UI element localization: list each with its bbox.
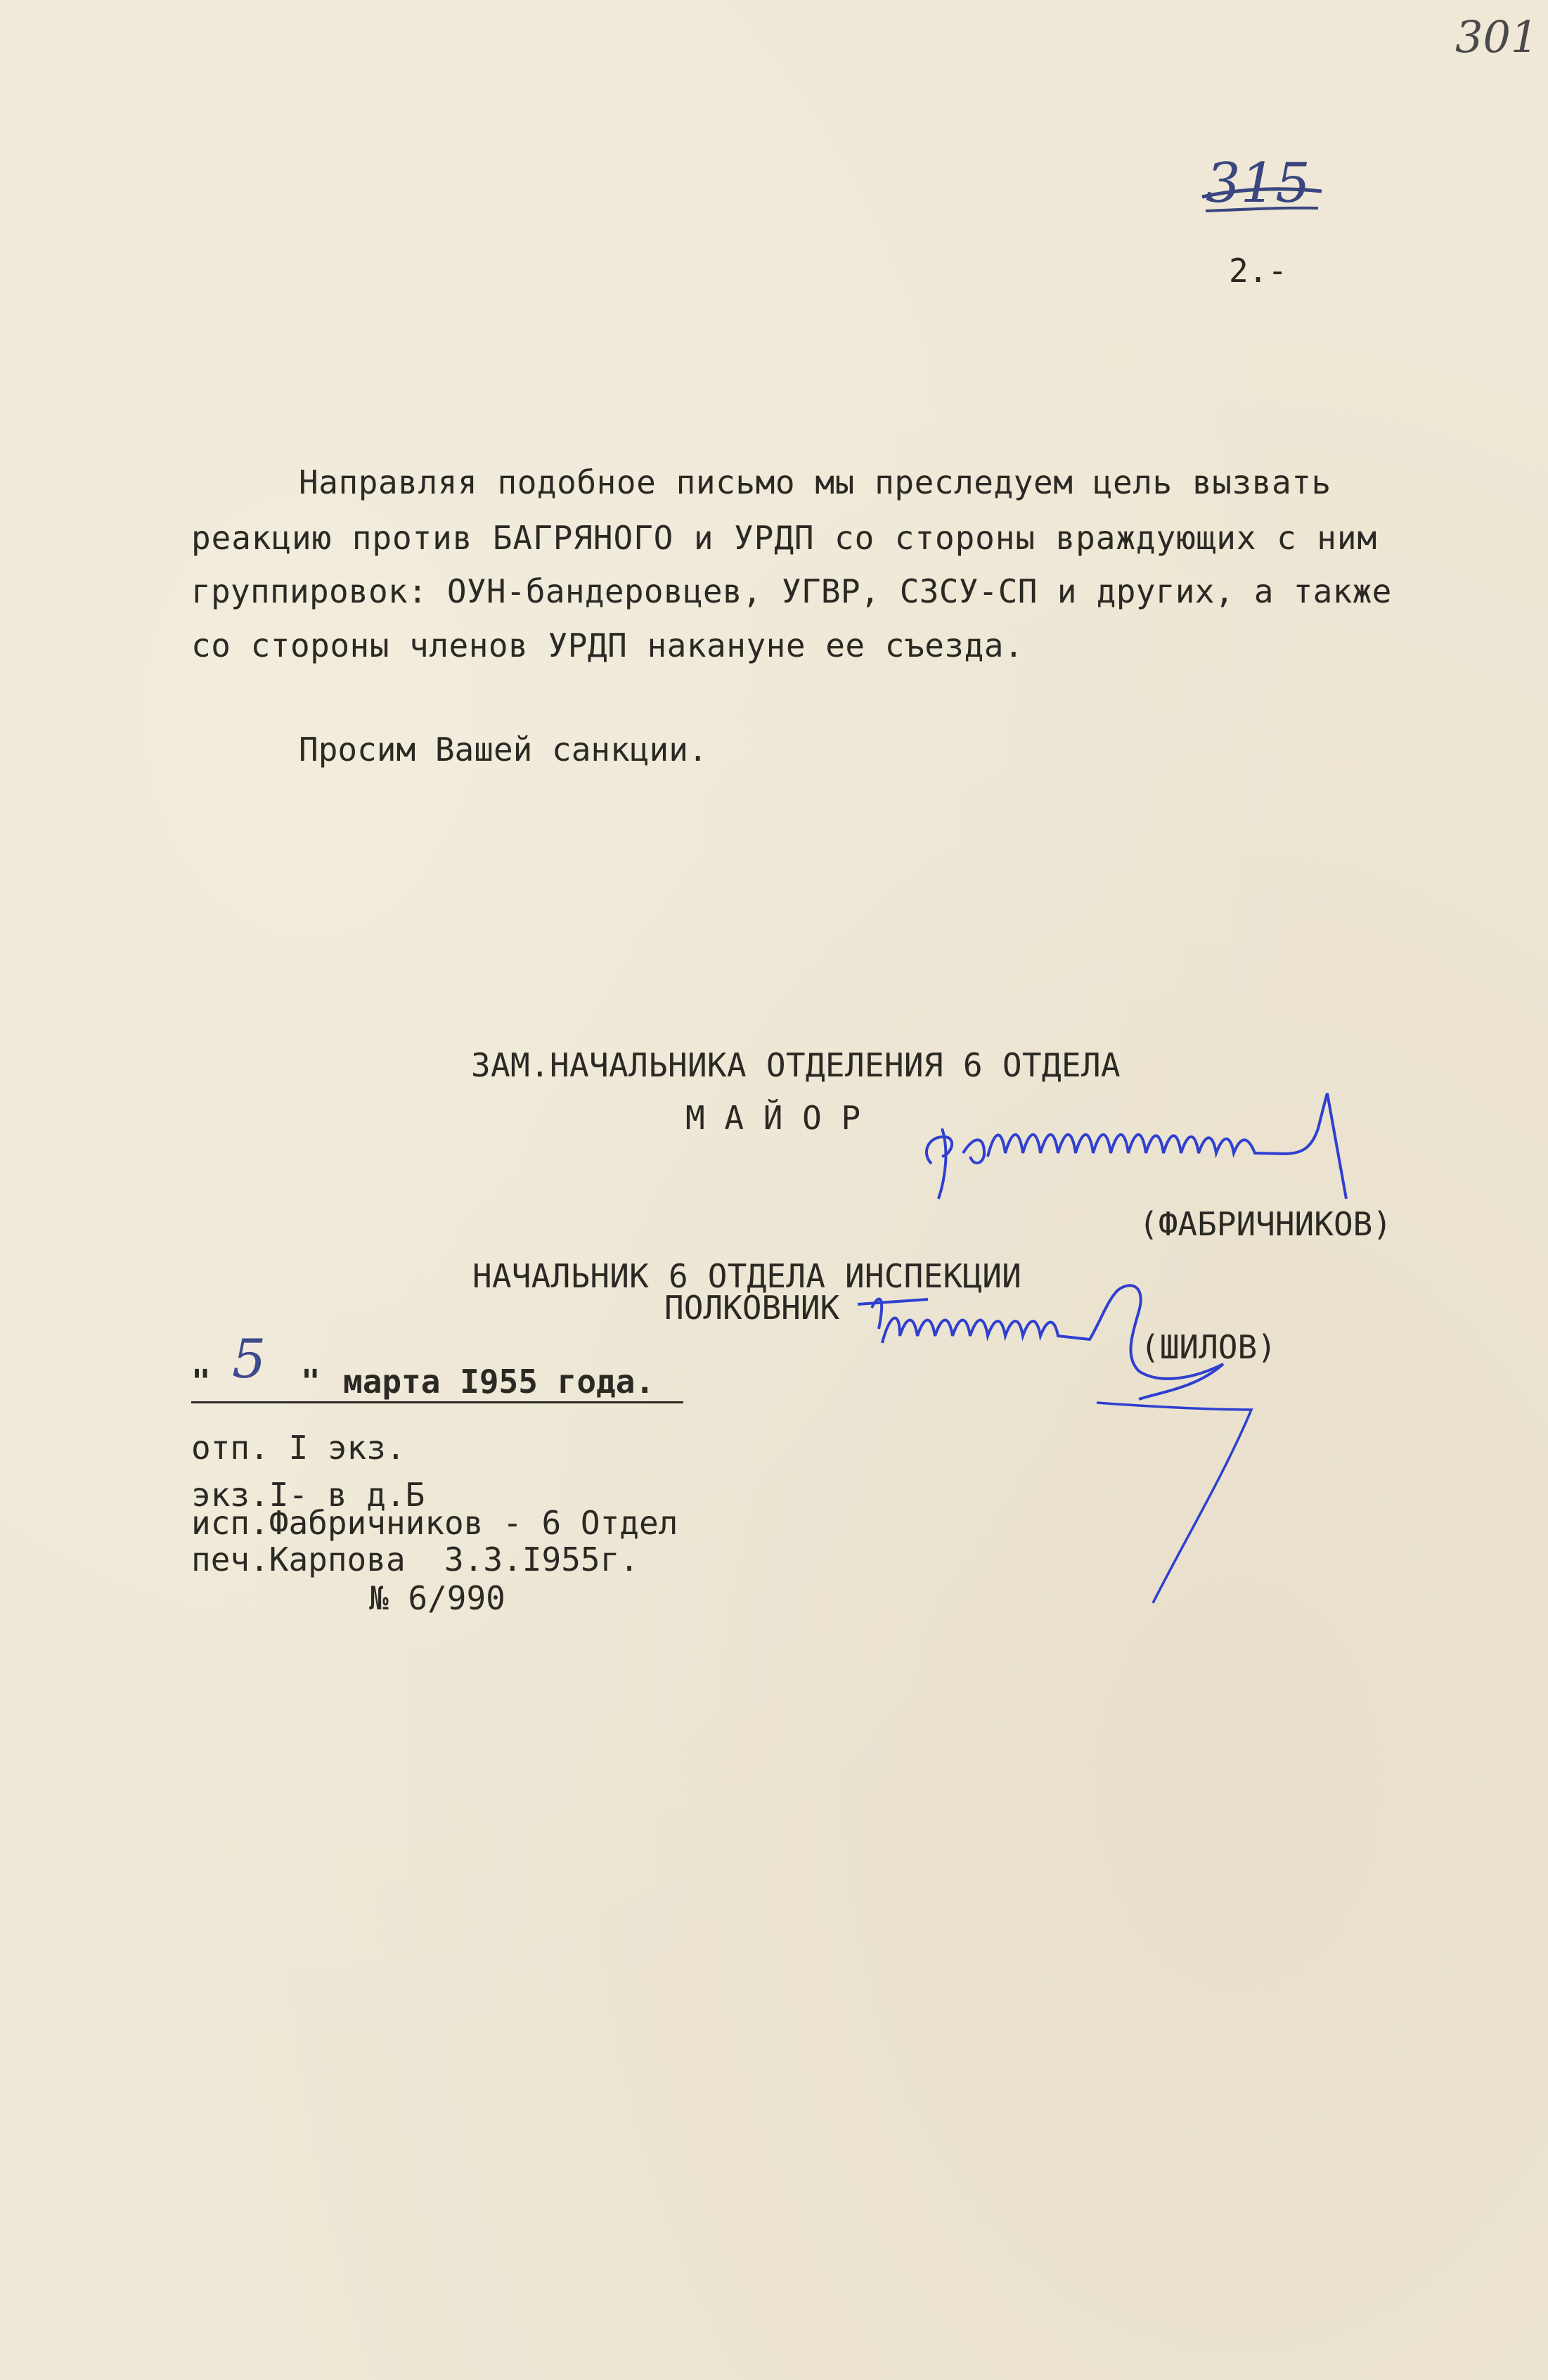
footer-typist: печ.Карпова 3.3.I955г. <box>191 1540 639 1578</box>
signatory1-name: (ФАБРИЧНИКОВ) <box>1139 1205 1393 1243</box>
folio-strike-line <box>1199 169 1325 218</box>
date-day-handwritten: 5 <box>232 1327 266 1390</box>
signature-shilov <box>830 1266 1322 1617</box>
signatory1-rank: М А Й О Р <box>685 1099 861 1137</box>
body-line-1: Направляя подобное письмо мы преследуем цель вызвать <box>299 463 1331 501</box>
footer-copy-dest: экз.I- в д.Б <box>191 1476 425 1514</box>
footer-copies: отп. I экз. <box>191 1429 406 1467</box>
date-text: марта I955 года. <box>343 1363 655 1401</box>
date-quote-open: " <box>191 1363 211 1401</box>
page-number: 2.- <box>1229 252 1288 290</box>
archive-folio-number: 301 <box>1455 11 1539 63</box>
signatory1-title: ЗАМ.НАЧАЛЬНИКА ОТДЕЛЕНИЯ 6 ОТДЕЛА <box>471 1046 1121 1084</box>
signatory2-name: (ШИЛОВ) <box>1140 1328 1277 1366</box>
footer-executor: исп.Фабричников - 6 Отдел <box>191 1504 678 1542</box>
footer-number: № 6/990 <box>369 1579 505 1617</box>
body-line-4: со стороны членов УРДП накануне ее съезда. <box>191 626 1024 664</box>
body-line-2: реакцию против БАГРЯНОГО и УРДП со стороны враждующих с ним <box>191 519 1378 557</box>
date-underline <box>191 1401 683 1403</box>
body-line-3: группировок: ОУН-бандеровцев, УГВР, СЗСУ-СП и других, а также <box>191 572 1392 610</box>
date-quote-close: " <box>301 1363 321 1401</box>
old-folio-number: 315 <box>1206 152 1310 215</box>
signatory2-title: НАЧАЛЬНИК 6 ОТДЕЛА ИНСПЕКЦИИ <box>472 1257 1022 1295</box>
signature-fabrichnikov <box>907 1086 1385 1206</box>
body-request-line: Просим Вашей санкции. <box>299 731 708 768</box>
signatory2-rank: ПОЛКОВНИК <box>664 1289 840 1327</box>
